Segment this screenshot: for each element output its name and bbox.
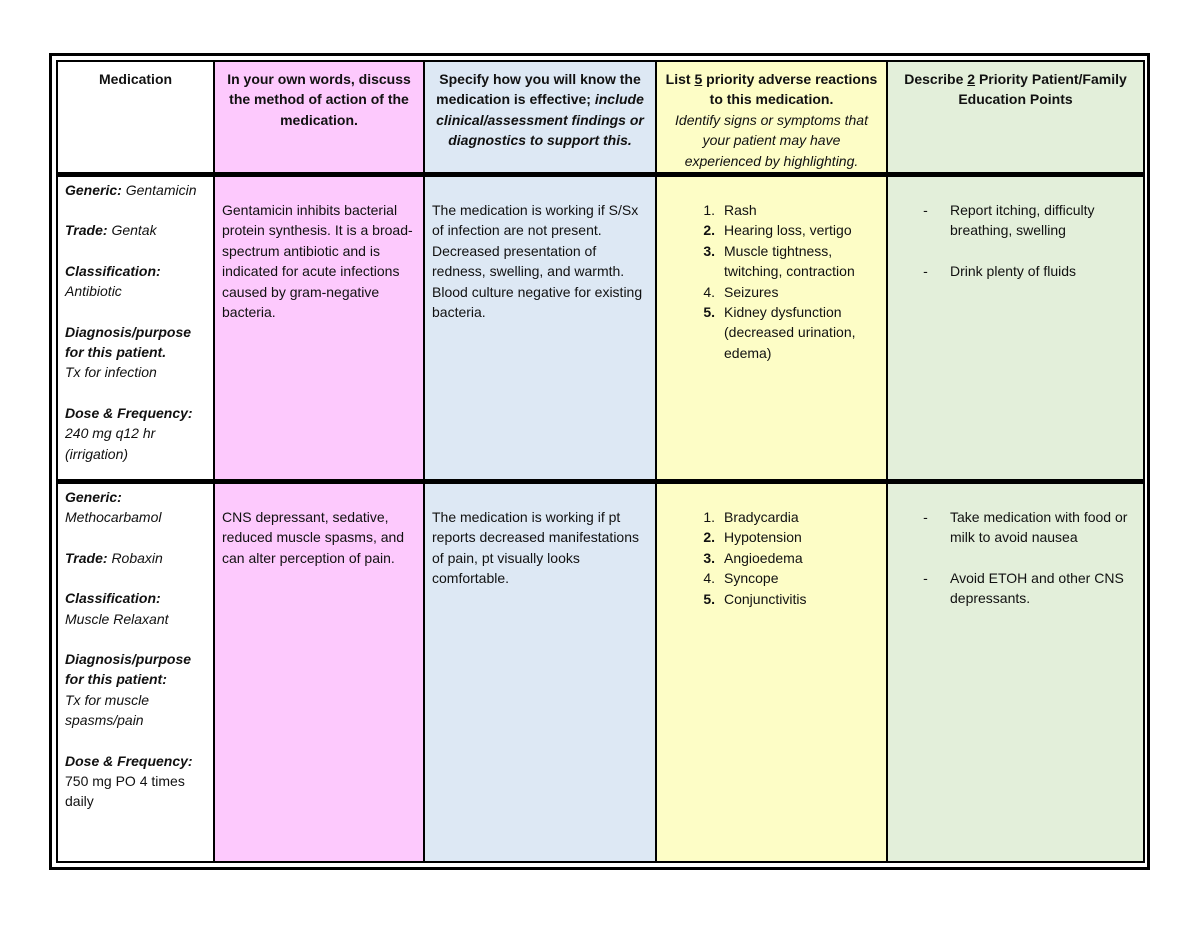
effectiveness: The medication is working if S/Sx of infection are not present. Decreased presentation of redness, swelling, and warmth. Blood culture negative for existing bacteria. xyxy=(424,175,656,482)
list-item: - Avoid ETOH and other CNS depressants. xyxy=(923,569,1124,607)
list-item: 5. Conjunctivitis xyxy=(703,590,807,607)
list-item: - Take medication with food or milk to avoid nausea xyxy=(923,509,1128,546)
list-item: 4. Seizures xyxy=(703,283,779,300)
list-item: 2. Hearing loss, vertigo xyxy=(703,222,852,239)
list-item: - Report itching, difficulty breathing, swelling xyxy=(923,202,1095,239)
list-item: 5. Kidney dysfunction (decreased urination, edema) xyxy=(703,304,856,361)
header-adverse-reactions: List 5 priority adverse reactions to this medication. Identify signs or symptoms that your patient may have experienced by highlighting. xyxy=(656,61,887,175)
medication-row xyxy=(57,482,1144,863)
effectiveness: The medication is working if pt reports decreased manifestations of pain, pt visually looks comfortable. xyxy=(424,482,656,863)
header-education-points: Describe 2 Priority Patient/Family Education Points xyxy=(887,61,1144,175)
list-item: 2. Hypotension xyxy=(703,529,802,546)
header-medication: Medication xyxy=(57,61,214,175)
header-method-of-action: In your own words, discuss the method of action of the medication. xyxy=(214,61,424,175)
medication-table xyxy=(56,60,1145,863)
method-of-action: Gentamicin inhibits bacterial protein synthesis. It is a broad-spectrum antibiotic and is indicated for acute infections caused by gram-negative bacteria. xyxy=(214,175,424,482)
medication-info: Generic: Gentamicin Trade: Gentak Classification: Antibiotic Diagnosis/purpose for this patient. Tx for infection Dose & Frequency: 240 mg q12 hr (irrigation) xyxy=(57,175,214,482)
method-of-action: CNS depressant, sedative, reduced muscle spasms, and can alter perception of pain. xyxy=(214,482,424,863)
list-item: - Drink plenty of fluids xyxy=(923,262,1077,279)
adverse-reactions xyxy=(656,482,887,863)
list-item: 1. Rash xyxy=(703,202,757,218)
header-row xyxy=(57,61,1144,175)
list-item: 4. Syncope xyxy=(703,570,779,587)
header-effectiveness: Specify how you will know the medication is effective; include clinical/assessment findings or diagnostics to support this. xyxy=(424,61,656,175)
list-item: 1. Bradycardia xyxy=(703,509,799,525)
medication-info: Generic: Methocarbamol Trade: Robaxin Classification: Muscle Relaxant Diagnosis/purpose for this patient: Tx for muscle spasms/pain Dose & Frequency: 750 mg PO 4 times daily xyxy=(57,482,214,863)
education-points xyxy=(887,482,1144,863)
list-item: 3. Angioedema xyxy=(703,549,803,566)
medication-row xyxy=(57,175,1144,482)
list-item: 3. Muscle tightness, twitching, contraction xyxy=(703,242,855,280)
education-points xyxy=(887,175,1144,482)
medication-worksheet xyxy=(49,53,1150,870)
adverse-reactions xyxy=(656,175,887,482)
